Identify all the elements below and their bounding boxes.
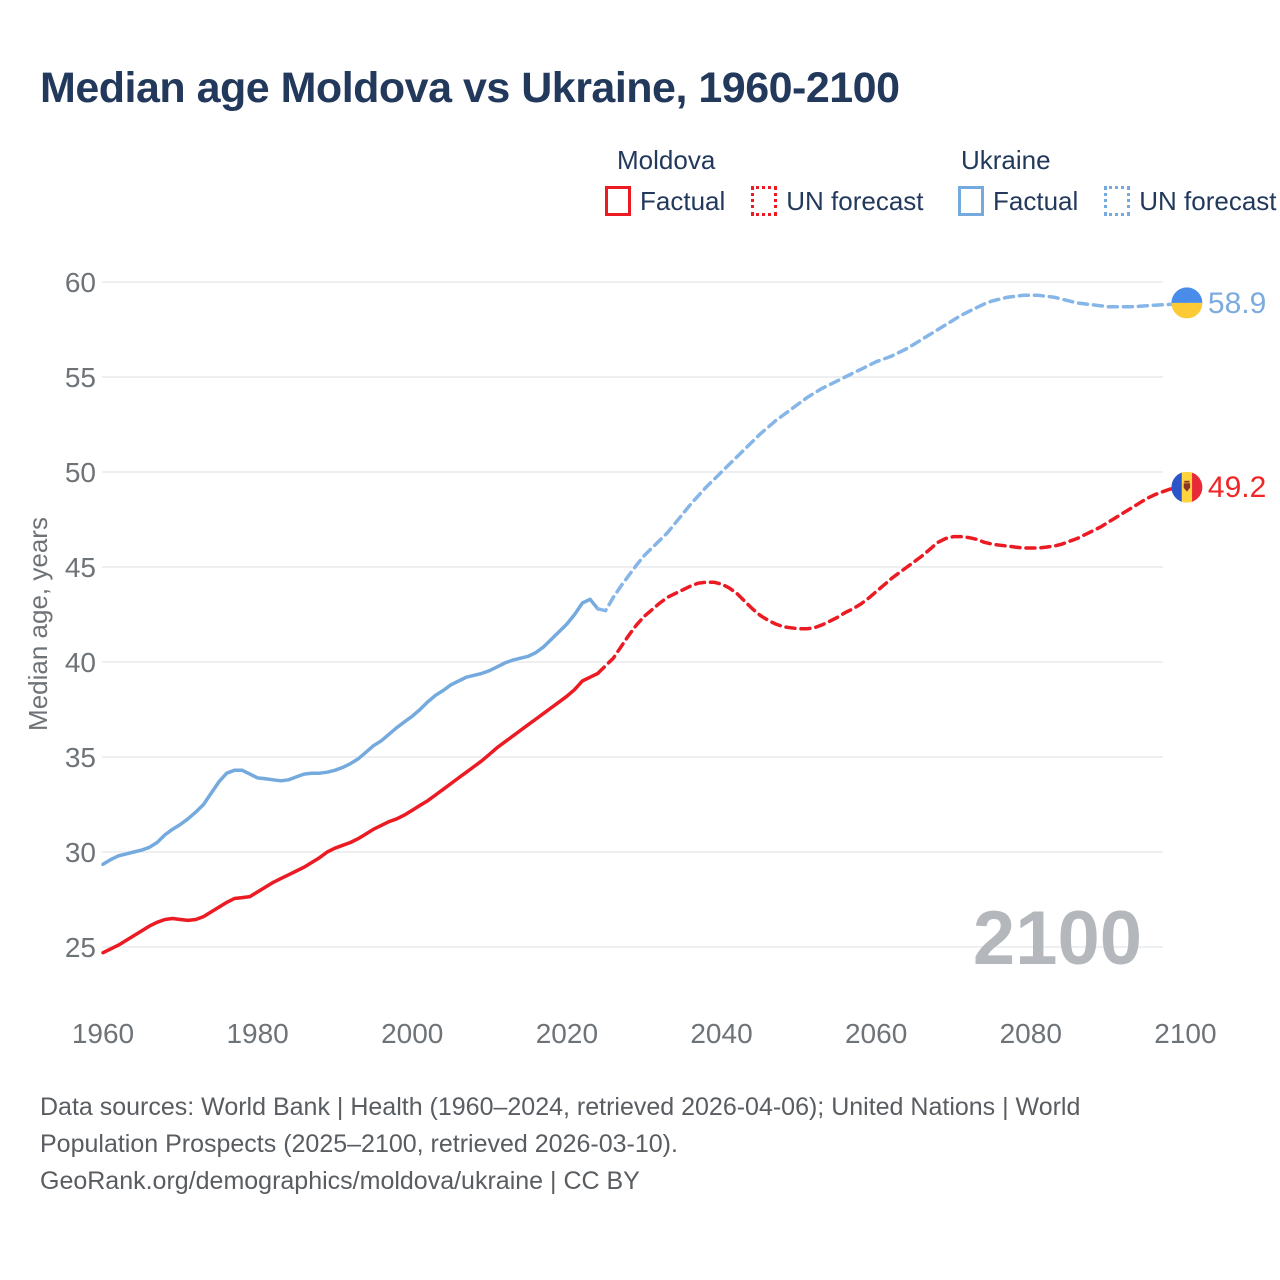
legend-group-ukraine [958,145,1277,216]
data-sources-line: GeoRank.org/demographics/moldova/ukraine | CC BY [40,1167,640,1195]
y-tick-label: 50 [64,457,96,488]
legend-header-moldova: Moldova [617,145,716,175]
y-tick-label: 25 [64,932,96,963]
end-value-label-ukraine: 58.9 [1207,286,1267,320]
legend-label: Factual [640,186,726,216]
data-sources-line: Data sources: World Bank | Health (1960–2024, retrieved 2026-04-06); United Nations | World [40,1093,1081,1121]
legend-header-ukraine: Ukraine [961,145,1051,175]
data-sources-line: Population Prospects (2025–2100, retrieved 2026-03-10). [40,1130,678,1158]
moldova-factual-swatch-icon [605,186,631,216]
series-moldova-factual [103,673,598,952]
x-tick-label: 2060 [844,1018,908,1049]
legend-row-ukraine [958,186,1277,216]
end-value-label-moldova: 49.2 [1207,471,1267,505]
legend-label: UN forecast [1139,186,1277,216]
ukraine-factual-swatch-icon [958,186,984,216]
y-tick-label: 55 [64,362,96,393]
y-tick-label: 45 [64,552,96,583]
x-tick-label: 2020 [535,1018,599,1049]
data-sources [40,1089,1250,1200]
legend-row-moldova [605,186,924,216]
x-tick-label: 2040 [690,1018,753,1049]
x-tick-label: 2100 [1154,1018,1217,1049]
x-tick-label: 1960 [71,1018,135,1049]
moldova-forecast-swatch-icon [751,186,777,216]
x-tick-label: 2080 [999,1018,1062,1049]
y-tick-label: 35 [64,742,96,773]
ukraine-forecast-swatch-icon [1104,186,1130,216]
y-axis-title: Median age, years [23,517,53,731]
legend-item-ukraine-factual [958,186,1078,216]
y-tick-label: 40 [64,647,96,678]
x-tick-label: 1980 [226,1018,289,1049]
x-tick-label: 2000 [381,1018,444,1049]
y-tick-label: 30 [64,837,96,868]
legend-label: UN forecast [786,186,924,216]
legend-item-moldova-factual [605,186,725,216]
series-moldova-un-forecast [598,487,1186,673]
ukraine-flag-icon [1171,287,1202,318]
legend-item-moldova-forecast [751,186,923,216]
page-title: Median age Moldova vs Ukraine, 1960-2100 [40,64,900,112]
watermark-year: 2100 [972,896,1142,981]
legend-item-ukraine-forecast [1104,186,1276,216]
legend-label: Factual [993,186,1079,216]
moldova-flag-icon [1171,472,1203,503]
y-tick-label: 60 [64,267,96,298]
series-ukraine-factual [103,599,598,864]
legend-group-moldova [605,145,924,216]
series-ukraine-un-forecast [598,295,1186,610]
